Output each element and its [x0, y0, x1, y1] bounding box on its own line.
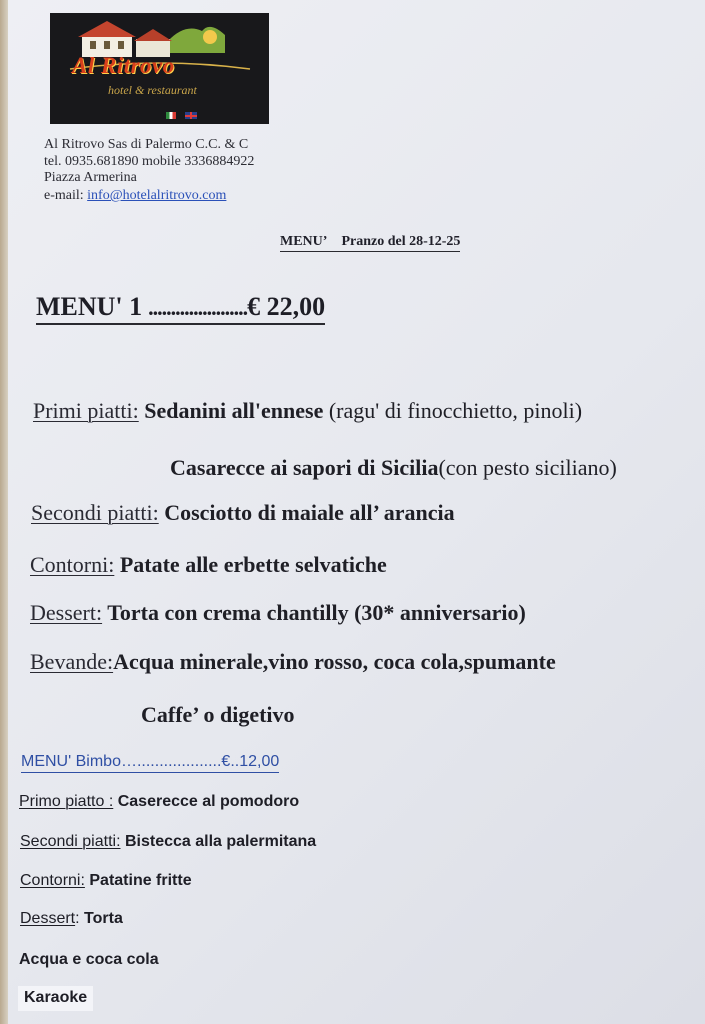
secondi-dish: Cosciotto di maiale all’ arancia: [158, 500, 455, 525]
italian-flag-icon[interactable]: [166, 112, 176, 119]
bimbo-contorni-label: Contorni:: [20, 872, 85, 889]
bimbo-dessert-dish: Torta: [79, 910, 123, 927]
logo-tagline: hotel & restaurant: [108, 83, 197, 97]
menu1-primi-line-2: [170, 455, 617, 481]
bimbo-primo-label: Primo piatto :: [19, 793, 114, 810]
contorni-label: Contorni:: [30, 552, 115, 577]
bevande-list: Acqua minerale,vino rosso, coca cola,spumante: [113, 649, 556, 674]
menu1-caffe-line: [141, 702, 295, 728]
menu-header-date: Pranzo del 28-12-25: [341, 234, 461, 249]
menu1-secondi-line: [31, 500, 455, 526]
bevande-label: Bevande:: [30, 649, 114, 674]
primi-dish-2: Casarecce ai sapori di Sicilia: [170, 455, 439, 480]
menu1-name: MENU' 1: [36, 292, 143, 321]
menu1-price: € 22,00: [247, 292, 326, 321]
dessert-label: Dessert:: [30, 600, 103, 625]
secondi-label: Secondi piatti:: [31, 500, 159, 525]
contorni-dish: Patate alle erbette selvatiche: [114, 552, 387, 577]
menu1-primi-line: [33, 398, 582, 424]
bimbo-dessert-label: Dessert: [20, 910, 76, 927]
bimbo-drinks: Acqua e coca cola: [19, 951, 159, 968]
menu1-title: [36, 292, 325, 325]
bimbo-contorni-line: [20, 871, 192, 891]
address-email-line: [44, 188, 226, 204]
menu1-dessert-line: [30, 600, 526, 626]
primi-dish-1: Sedanini all'ennese: [138, 398, 324, 423]
paper-edge: [0, 0, 8, 1024]
caffe-text: Caffe’ o digetivo: [141, 702, 295, 727]
bimbo-primo-dish: Caserecce al pomodoro: [113, 793, 300, 810]
bimbo-menu-title: MENU' Bimbo…...................€..12,00: [21, 752, 279, 773]
bimbo-primo-line: [19, 792, 299, 812]
email-link[interactable]: info@hotelalritrovo.com: [87, 188, 227, 203]
menu-header: [280, 234, 460, 252]
logo-name: Al Ritrovo: [72, 53, 175, 78]
bimbo-contorni-dish: Patatine fritte: [84, 872, 192, 889]
menu1-dots: ......................: [148, 295, 248, 320]
primi-dish-2-note: (con pesto siciliano): [438, 455, 617, 480]
bimbo-drinks-line: [19, 950, 159, 970]
karaoke-text: Karaoke: [24, 989, 88, 1006]
uk-flag-icon[interactable]: [185, 112, 197, 119]
primi-label: Primi piatti:: [33, 398, 139, 423]
email-label: e-mail:: [44, 188, 88, 203]
address-phone: tel. 0935.681890 mobile 3336884922: [44, 154, 255, 169]
primi-dish-1-note: (ragu' di finocchietto, pinoli): [323, 398, 583, 423]
restaurant-logo: [50, 13, 269, 124]
bimbo-dessert-colon: :: [75, 910, 80, 927]
address-city: Piazza Armerina: [44, 170, 137, 185]
karaoke-label: [18, 986, 93, 1011]
dessert-dish: Torta con crema chantilly (30* anniversario): [102, 600, 526, 625]
bimbo-secondi-line: [20, 832, 316, 852]
menu1-contorni-line: [30, 552, 387, 578]
menu-header-title: MENU’: [280, 234, 328, 249]
bimbo-secondi-dish: Bistecca alla palermitana: [120, 833, 317, 850]
bimbo-dessert-line: [20, 909, 123, 929]
bimbo-secondi-label: Secondi piatti:: [20, 833, 121, 850]
menu1-bevande-line: [30, 649, 556, 675]
address-company: Al Ritrovo Sas di Palermo C.C. & C: [44, 137, 249, 152]
